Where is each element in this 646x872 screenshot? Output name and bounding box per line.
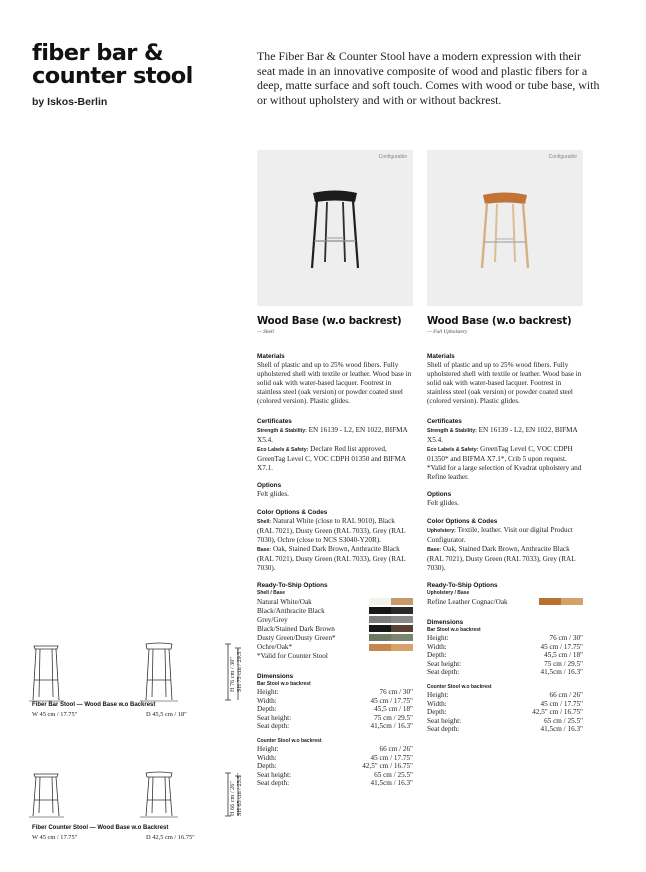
ready-to-ship-row [257, 597, 413, 606]
dimension-key: Seat height: [257, 770, 292, 779]
ready-to-ship-section [257, 582, 413, 661]
dimension-key: Height: [257, 688, 279, 696]
ready-to-ship-list [427, 597, 583, 606]
dimension-row [427, 708, 583, 717]
color-options-section [257, 509, 413, 574]
dimension-value: 41,5cm / 16.3" [370, 779, 413, 788]
options-heading: Options [257, 482, 282, 489]
color-swatch [539, 598, 583, 605]
color-swatch [369, 634, 413, 641]
counter-stool-front-drawing [33, 774, 59, 816]
dimension-row [427, 651, 583, 660]
ready-to-ship-row [257, 642, 413, 651]
product-photo-cognac-stool [427, 150, 583, 306]
dimension-row [257, 705, 413, 714]
upholstery-label: Upholstery: [427, 528, 456, 534]
dimension-row [427, 691, 583, 700]
dimension-row [257, 762, 413, 771]
color-swatch [369, 607, 413, 614]
dimensions-section [427, 619, 583, 741]
dimensions-group-title: Bar Stool w.o backrest [257, 681, 311, 687]
bar-height-label: H 76 cm / 30" [229, 657, 236, 692]
dimension-value: 45,5 cm / 18" [544, 651, 583, 660]
materials-heading: Materials [257, 353, 285, 360]
ready-to-ship-label: Natural White/Oak [257, 597, 312, 606]
bar-seat-height-label: SH 75 cm / 29.5" [236, 649, 243, 692]
base-colors-label: Base: [427, 547, 442, 554]
ready-to-ship-subheading: Upholstery / Base [427, 590, 470, 596]
base-swatch [391, 616, 413, 623]
dimension-value: 41,5cm / 16.3" [370, 722, 413, 731]
dimension-key: Seat depth: [427, 668, 460, 677]
dimensions-groups [427, 627, 583, 734]
ready-to-ship-label: Refine Leather Cognac/Oak [427, 597, 508, 606]
base-swatch [391, 598, 413, 605]
materials-text: Shell of plastic and up to 25% wood fibers. Fully upholstered shell with textile or leather. Wood base in solid oak with water-based lacquer. Footrest in stainless steel (oak version) or powder coated steel (colored version). Plastic glides. [427, 361, 582, 406]
base-swatch [561, 598, 583, 605]
shell-swatch [369, 644, 391, 651]
dimension-row [427, 668, 583, 677]
product-name: Wood Base (w.o backrest) [257, 316, 402, 327]
dimension-key: Seat height: [427, 659, 462, 668]
eco-label: Eco Labels & Safety: [257, 447, 309, 454]
dimension-row [427, 660, 583, 669]
shell-swatch [369, 634, 391, 641]
dimension-key: Seat depth: [257, 779, 290, 788]
dimensions-group-title: Bar Stool w.o backrest [427, 627, 481, 633]
dimension-key: Depth: [427, 651, 447, 660]
eco-text: GreenTag Level C, VOC CDPH 01350* and BIFMA X7.1*, Crib 5 upon request. *Valid for a large selection of Kvadrat upholstery and Refine leather. [427, 445, 582, 482]
ready-to-ship-section [427, 582, 583, 606]
dimension-row [257, 714, 413, 723]
dimensions-group [257, 681, 413, 731]
counter-stool-caption: Fiber Counter Stool — Wood Base w.o Backrest [32, 825, 169, 831]
color-swatch [369, 598, 413, 605]
dimension-key: Width: [427, 642, 447, 651]
dimension-key: Seat height: [427, 716, 462, 725]
dimension-value: 41,5cm / 16.3" [540, 668, 583, 677]
base-swatch [391, 607, 413, 614]
ready-to-ship-list [257, 597, 413, 652]
dimension-key: Width: [257, 753, 277, 762]
materials-heading: Materials [427, 353, 455, 360]
designer-byline: by Iskos-Berlin [32, 96, 108, 108]
ready-to-ship-label: Black/Anthracite Black [257, 606, 325, 615]
dimension-row [427, 634, 583, 643]
ready-to-ship-label: Grey/Grey [257, 615, 288, 624]
shell-swatch [369, 607, 391, 614]
dimension-row [427, 700, 583, 709]
dimension-key: Width: [257, 696, 277, 705]
upholstery-text: Textile, leather. Visit our digital Product Configurator. [427, 526, 573, 545]
dimension-row [257, 688, 413, 697]
dimension-key: Height: [257, 744, 279, 753]
dimension-row [257, 697, 413, 706]
product-variant: — Full Upholstery [427, 329, 468, 335]
dimension-value: 75 cm / 29.5" [374, 713, 413, 722]
dimension-value: 45 cm / 17.75" [370, 753, 413, 762]
product-variant: — Shell [257, 329, 274, 335]
dimensions-group-title: Counter Stool w.o backrest [257, 737, 322, 744]
options-text: Felt glides. [257, 490, 289, 498]
dimension-row [427, 643, 583, 652]
dimensions-section [257, 673, 413, 795]
dimensions-groups [257, 681, 413, 788]
dimension-key: Seat height: [257, 713, 292, 722]
dimension-value: 76 cm / 30" [379, 688, 413, 696]
ready-to-ship-row [427, 597, 583, 606]
ready-to-ship-row [257, 615, 413, 624]
counter-height-label: H 66 cm / 26" [229, 781, 236, 816]
dimension-key: Width: [427, 699, 447, 708]
counter-stool-depth: D 42,5 cm / 16.75" [146, 834, 195, 841]
intro-paragraph: The Fiber Bar & Counter Stool have a modern expression with their seat made in an innovative composite of wood and plastic fibers for a deep, matte surface and soft touch. Comes with wood or tube base, with or without upholstery and with or without backrest. [257, 49, 600, 107]
dimension-value: 75 cm / 29.5" [544, 659, 583, 668]
dimensions-group [257, 738, 413, 788]
base-swatch [391, 634, 413, 641]
color-options-heading: Color Options & Codes [257, 509, 328, 516]
dimension-key: Seat depth: [257, 722, 290, 731]
dimension-key: Depth: [257, 705, 277, 714]
technical-drawings [28, 640, 250, 840]
dimension-value: 42,5" cm / 16.75" [532, 708, 583, 717]
certificates-heading: Certificates [257, 418, 292, 425]
strength-text: EN 16139 - L2, EN 1022, BIFMA X5.4. [427, 426, 578, 445]
dimension-row [257, 771, 413, 780]
ready-to-ship-row [257, 606, 413, 615]
strength-text: EN 16139 - L2, EN 1022, BIFMA X5.4. [257, 426, 408, 445]
dimension-value: 65 cm / 25.5" [374, 770, 413, 779]
dimension-row [257, 779, 413, 788]
dimension-value: 41,5cm / 16.3" [540, 725, 583, 734]
bar-stool-side-drawing [146, 643, 172, 700]
dimension-value: 45 cm / 17.75" [540, 642, 583, 651]
ready-to-ship-heading: Ready-To-Ship Options [427, 582, 498, 589]
ready-to-ship-row [257, 624, 413, 633]
options-heading: Options [427, 491, 452, 498]
dimension-value: 42,5" cm / 16.75" [362, 762, 413, 771]
dimension-row [257, 754, 413, 763]
dimension-value: 45,5 cm / 18" [374, 705, 413, 714]
shell-swatch [539, 598, 561, 605]
dimension-key: Height: [427, 690, 449, 699]
color-swatch [369, 625, 413, 632]
ready-to-ship-note: *Valid for Counter Stool [257, 651, 328, 660]
options-text: Felt glides. [427, 499, 459, 507]
dimension-row [427, 717, 583, 726]
ready-to-ship-label: Dusty Green/Dusty Green* [257, 633, 336, 642]
certificates-heading: Certificates [427, 418, 462, 425]
dimension-value: 45 cm / 17.75" [540, 699, 583, 708]
dimension-key: Depth: [257, 762, 277, 771]
ready-to-ship-label: Ochre/Oak* [257, 643, 293, 652]
base-colors-text: Oak, Stained Dark Brown, Anthracite Black (RAL 7021), Dusty Green (RAL 7033), Grey (RAL 7030). [427, 545, 576, 573]
dimensions-group [427, 627, 583, 677]
dimensions-heading: Dimensions [427, 619, 464, 626]
color-options-section [427, 518, 583, 573]
dimension-row [257, 745, 413, 754]
materials-section [427, 353, 583, 406]
base-swatch [391, 644, 413, 651]
bar-stool-width: W 45 cm / 17.75" [32, 711, 78, 718]
dimension-value: 45 cm / 17.75" [370, 696, 413, 705]
dimension-key: Height: [427, 634, 449, 642]
bar-stool-depth: D 45,5 cm / 18" [146, 711, 187, 718]
eco-text: Declare Red list approved, GreenTag Level C, VOC CDPH 01350 and BIFMA X7.1. [257, 445, 406, 473]
dimensions-group-title: Counter Stool w.o backrest [427, 683, 492, 690]
options-section [257, 482, 413, 499]
ready-to-ship-label: Black/Stained Dark Brown [257, 624, 335, 633]
shell-swatch [369, 616, 391, 623]
configurable-tag: Configurable [548, 154, 577, 160]
dimension-key: Depth: [427, 708, 447, 717]
dimension-value: 66 cm / 26" [549, 690, 583, 699]
dimension-value: 65 cm / 25.5" [544, 716, 583, 725]
bar-stool-caption: Fiber Bar Stool — Wood Base w.o Backrest [32, 702, 156, 708]
cognac-stool-illustration [427, 150, 583, 306]
materials-text: Shell of plastic and up to 25% wood fibers. Fully upholstered shell with textile or leather. Wood base in solid oak with water-based lacquer. Footrest in stainless steel (oak version) or powder coated steel (colored version). Plastic glides. [257, 361, 412, 406]
title-line-2: counter stool [32, 63, 193, 89]
ready-to-ship-row [257, 633, 413, 642]
dimension-row [427, 725, 583, 734]
title-line-1: fiber bar & [32, 40, 164, 66]
counter-stool-side-drawing [146, 772, 172, 816]
strength-label: Strength & Stability: [257, 428, 307, 434]
dimension-value: 76 cm / 30" [549, 634, 583, 642]
bar-stool-front-drawing [33, 646, 59, 700]
ready-to-ship-subheading: Shell / Base [257, 590, 286, 596]
shell-colors-label: Shell: [257, 519, 272, 525]
product-name: Wood Base (w.o backrest) [427, 316, 572, 327]
base-colors-text: Oak, Stained Dark Brown, Anthracite Black (RAL 7021), Dusty Green (RAL 7033), Grey (RAL 7030). [257, 545, 406, 573]
product-photo-black-stool [257, 150, 413, 306]
dimensions-group [427, 684, 583, 734]
eco-label: Eco Labels & Safety: [427, 447, 479, 454]
dimensions-heading: Dimensions [257, 673, 294, 680]
materials-section [257, 353, 413, 406]
strength-label: Strength & Stability: [427, 428, 477, 434]
shell-colors-text: Natural White (close to RAL 9010), Black (RAL 7021), Dusty Green (RAL 7033), Grey (RAL 7030), Ochre (close to NCS S3040-Y20R). [257, 517, 406, 545]
certificates-section [257, 418, 413, 473]
dimension-value: 66 cm / 26" [379, 744, 413, 753]
black-stool-illustration [257, 150, 413, 306]
ready-to-ship-heading: Ready-To-Ship Options [257, 582, 328, 589]
shell-swatch [369, 598, 391, 605]
certificates-section [427, 418, 583, 483]
base-colors-label: Base: [257, 547, 272, 554]
dimension-row [257, 722, 413, 731]
product-column-upholstery [427, 150, 583, 734]
color-options-heading: Color Options & Codes [427, 518, 498, 525]
dimension-key: Seat depth: [427, 725, 460, 734]
color-swatch [369, 616, 413, 623]
configurable-tag: Configurable [378, 154, 407, 160]
shell-swatch [369, 625, 391, 632]
counter-seat-height-label: SH 65 cm / 25.5" [236, 773, 243, 816]
counter-stool-width: W 45 cm / 17.75" [32, 834, 78, 841]
color-swatch [369, 644, 413, 651]
base-swatch [391, 625, 413, 632]
page-title [32, 42, 193, 88]
options-section [427, 491, 583, 508]
product-column-shell [257, 150, 413, 788]
